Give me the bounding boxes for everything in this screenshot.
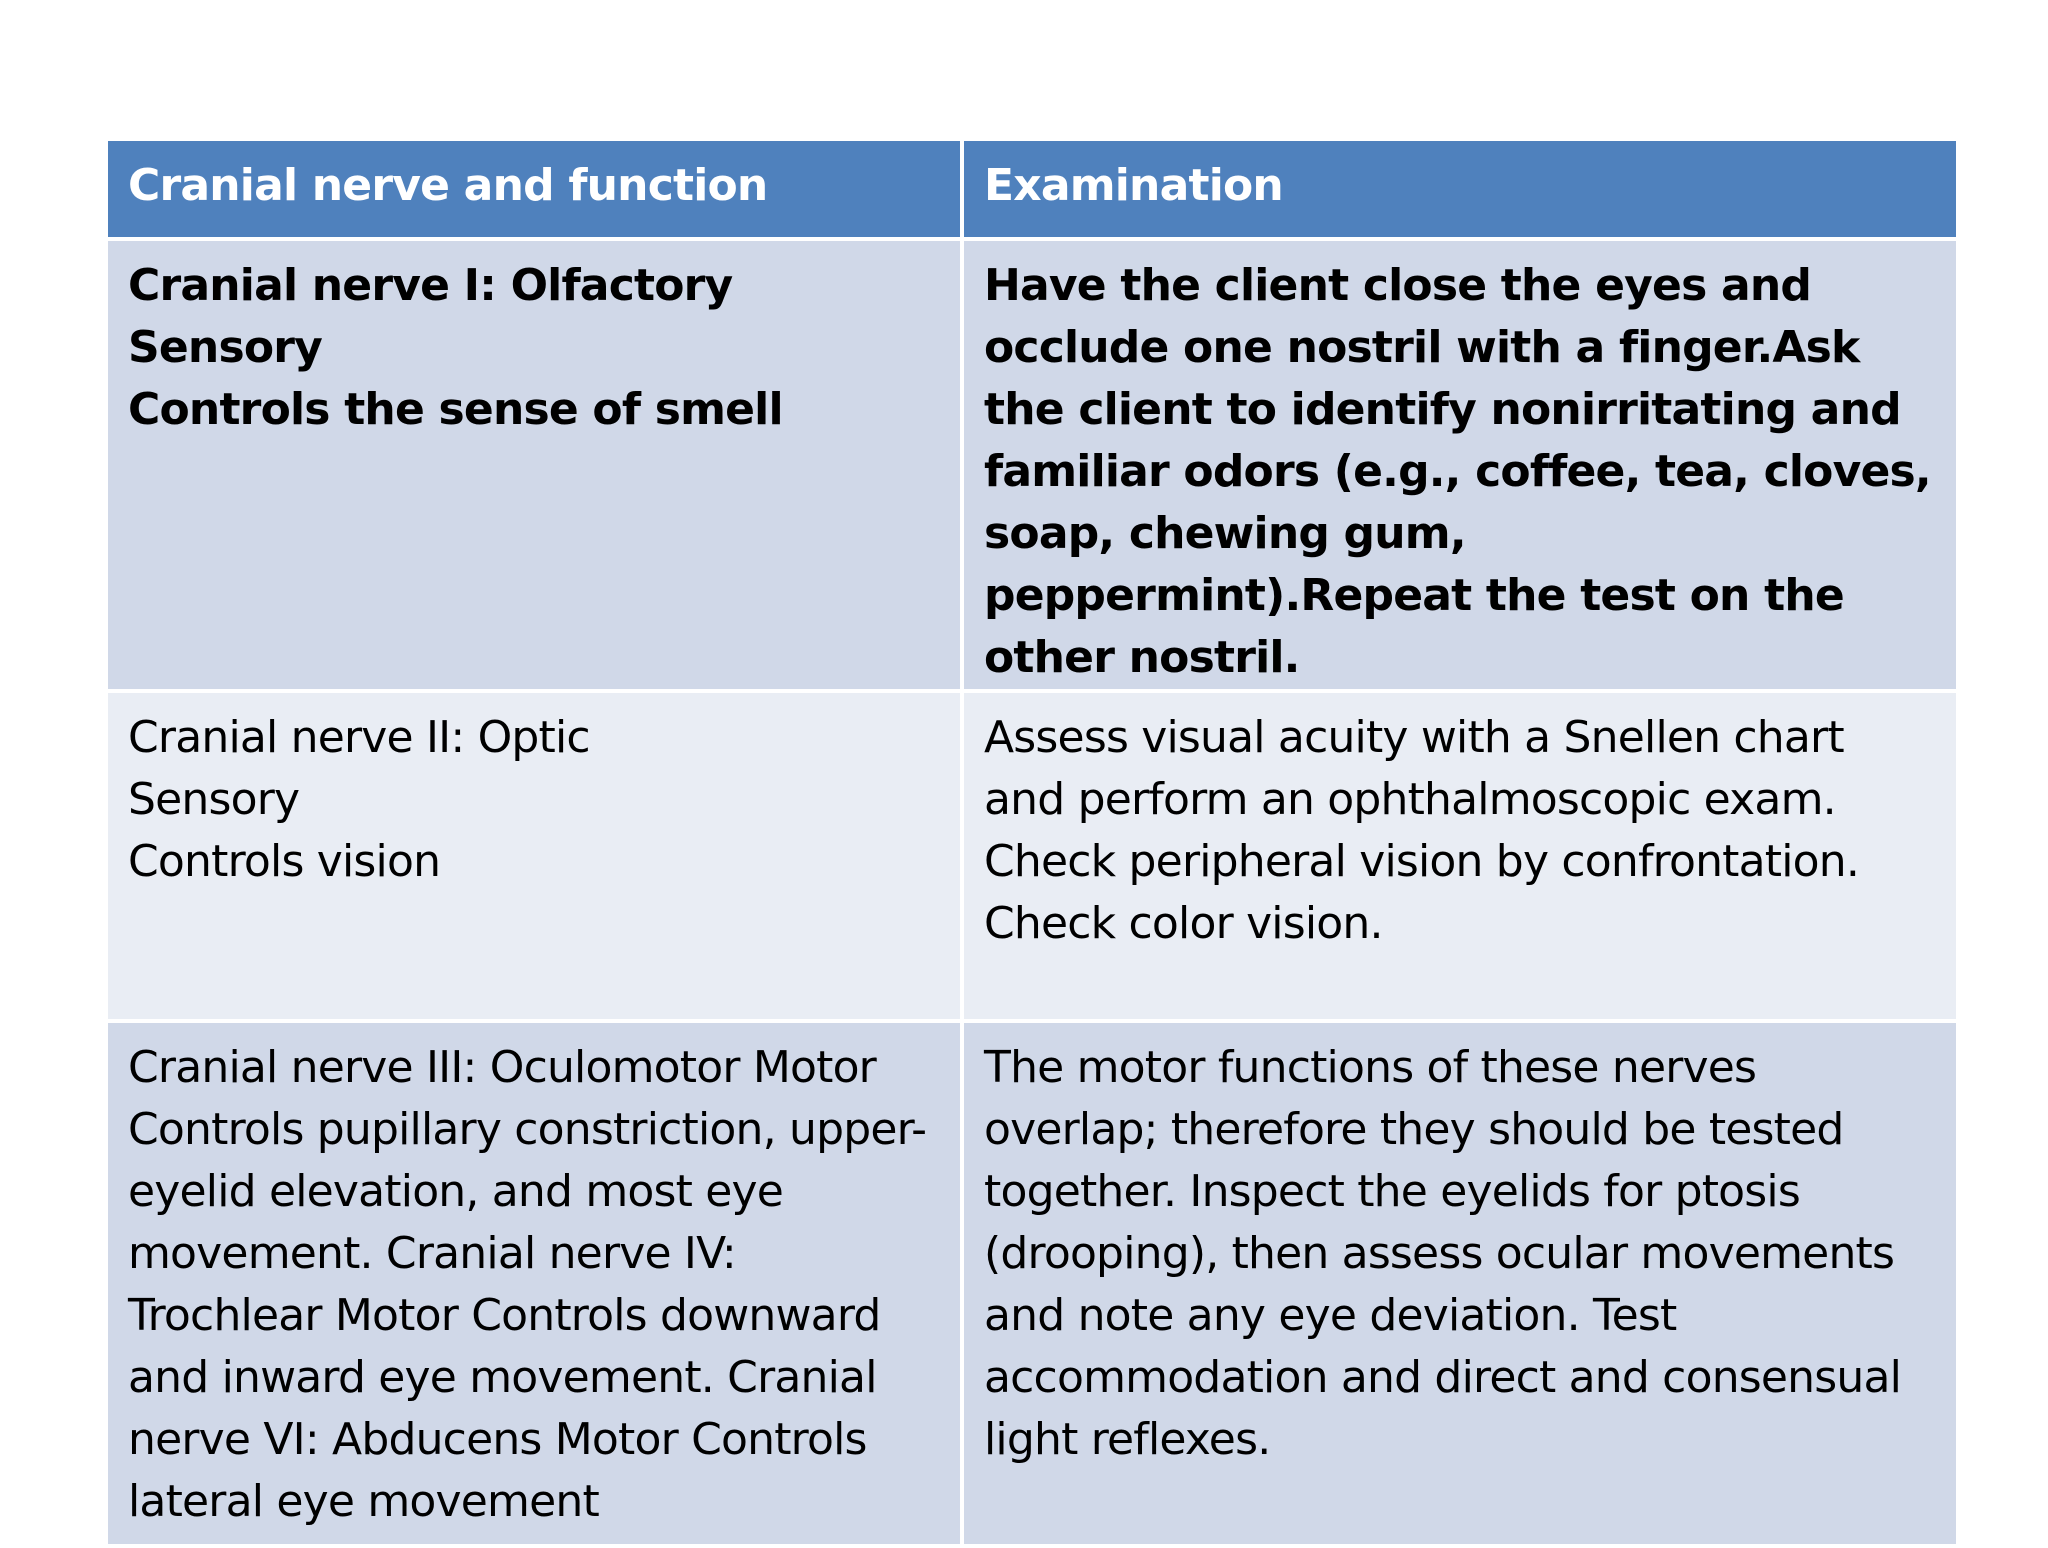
table-row — [106, 1021, 1958, 1546]
cranial-nerve-table — [104, 137, 1960, 1548]
examination-cell: The motor functions of these nerves overlap; therefore they should be tested together. Inspect the eyelids for ptosis (drooping), then assess ocular movements and note any eye deviation. Test accommodation and direct and consensual light reflexes. — [962, 1021, 1958, 1546]
table-row — [106, 691, 1958, 1021]
table-header-row — [106, 139, 1958, 239]
nerve-name: Cranial nerve I: Olfactory — [128, 260, 733, 311]
nerve-function: Controls the sense of smell — [128, 384, 783, 435]
nerve-type: Sensory — [128, 322, 323, 373]
nerve-function: Controls vision — [128, 836, 441, 887]
nerve-type: Sensory — [128, 774, 300, 825]
examination-cell: Assess visual acuity with a Snellen chart and perform an ophthalmoscopic exam. Check peripheral vision by confrontation. Check color vision. — [962, 691, 1958, 1021]
nerve-function-cell — [106, 239, 962, 691]
examination-cell: Have the client close the eyes and occlude one nostril with a finger.Ask the client to identify nonirritating and familiar odors (e.g., coffee, tea, cloves, soap, chewing gum, peppermint).Repeat the test on the other nostril. — [962, 239, 1958, 691]
column-header-examination: Examination — [962, 139, 1958, 239]
nerve-function-cell: Cranial nerve III: Oculomotor Motor Controls pupillary constriction, upper-eyelid elevation, and most eye movement. Cranial nerve IV: Trochlear Motor Controls downward and inward eye movement. Cranial nerve VI: Abducens Motor Controls lateral eye movement — [106, 1021, 962, 1546]
table-row — [106, 239, 1958, 691]
nerve-function-cell — [106, 691, 962, 1021]
nerve-name: Cranial nerve II: Optic — [128, 712, 590, 763]
column-header-function: Cranial nerve and function — [106, 139, 962, 239]
